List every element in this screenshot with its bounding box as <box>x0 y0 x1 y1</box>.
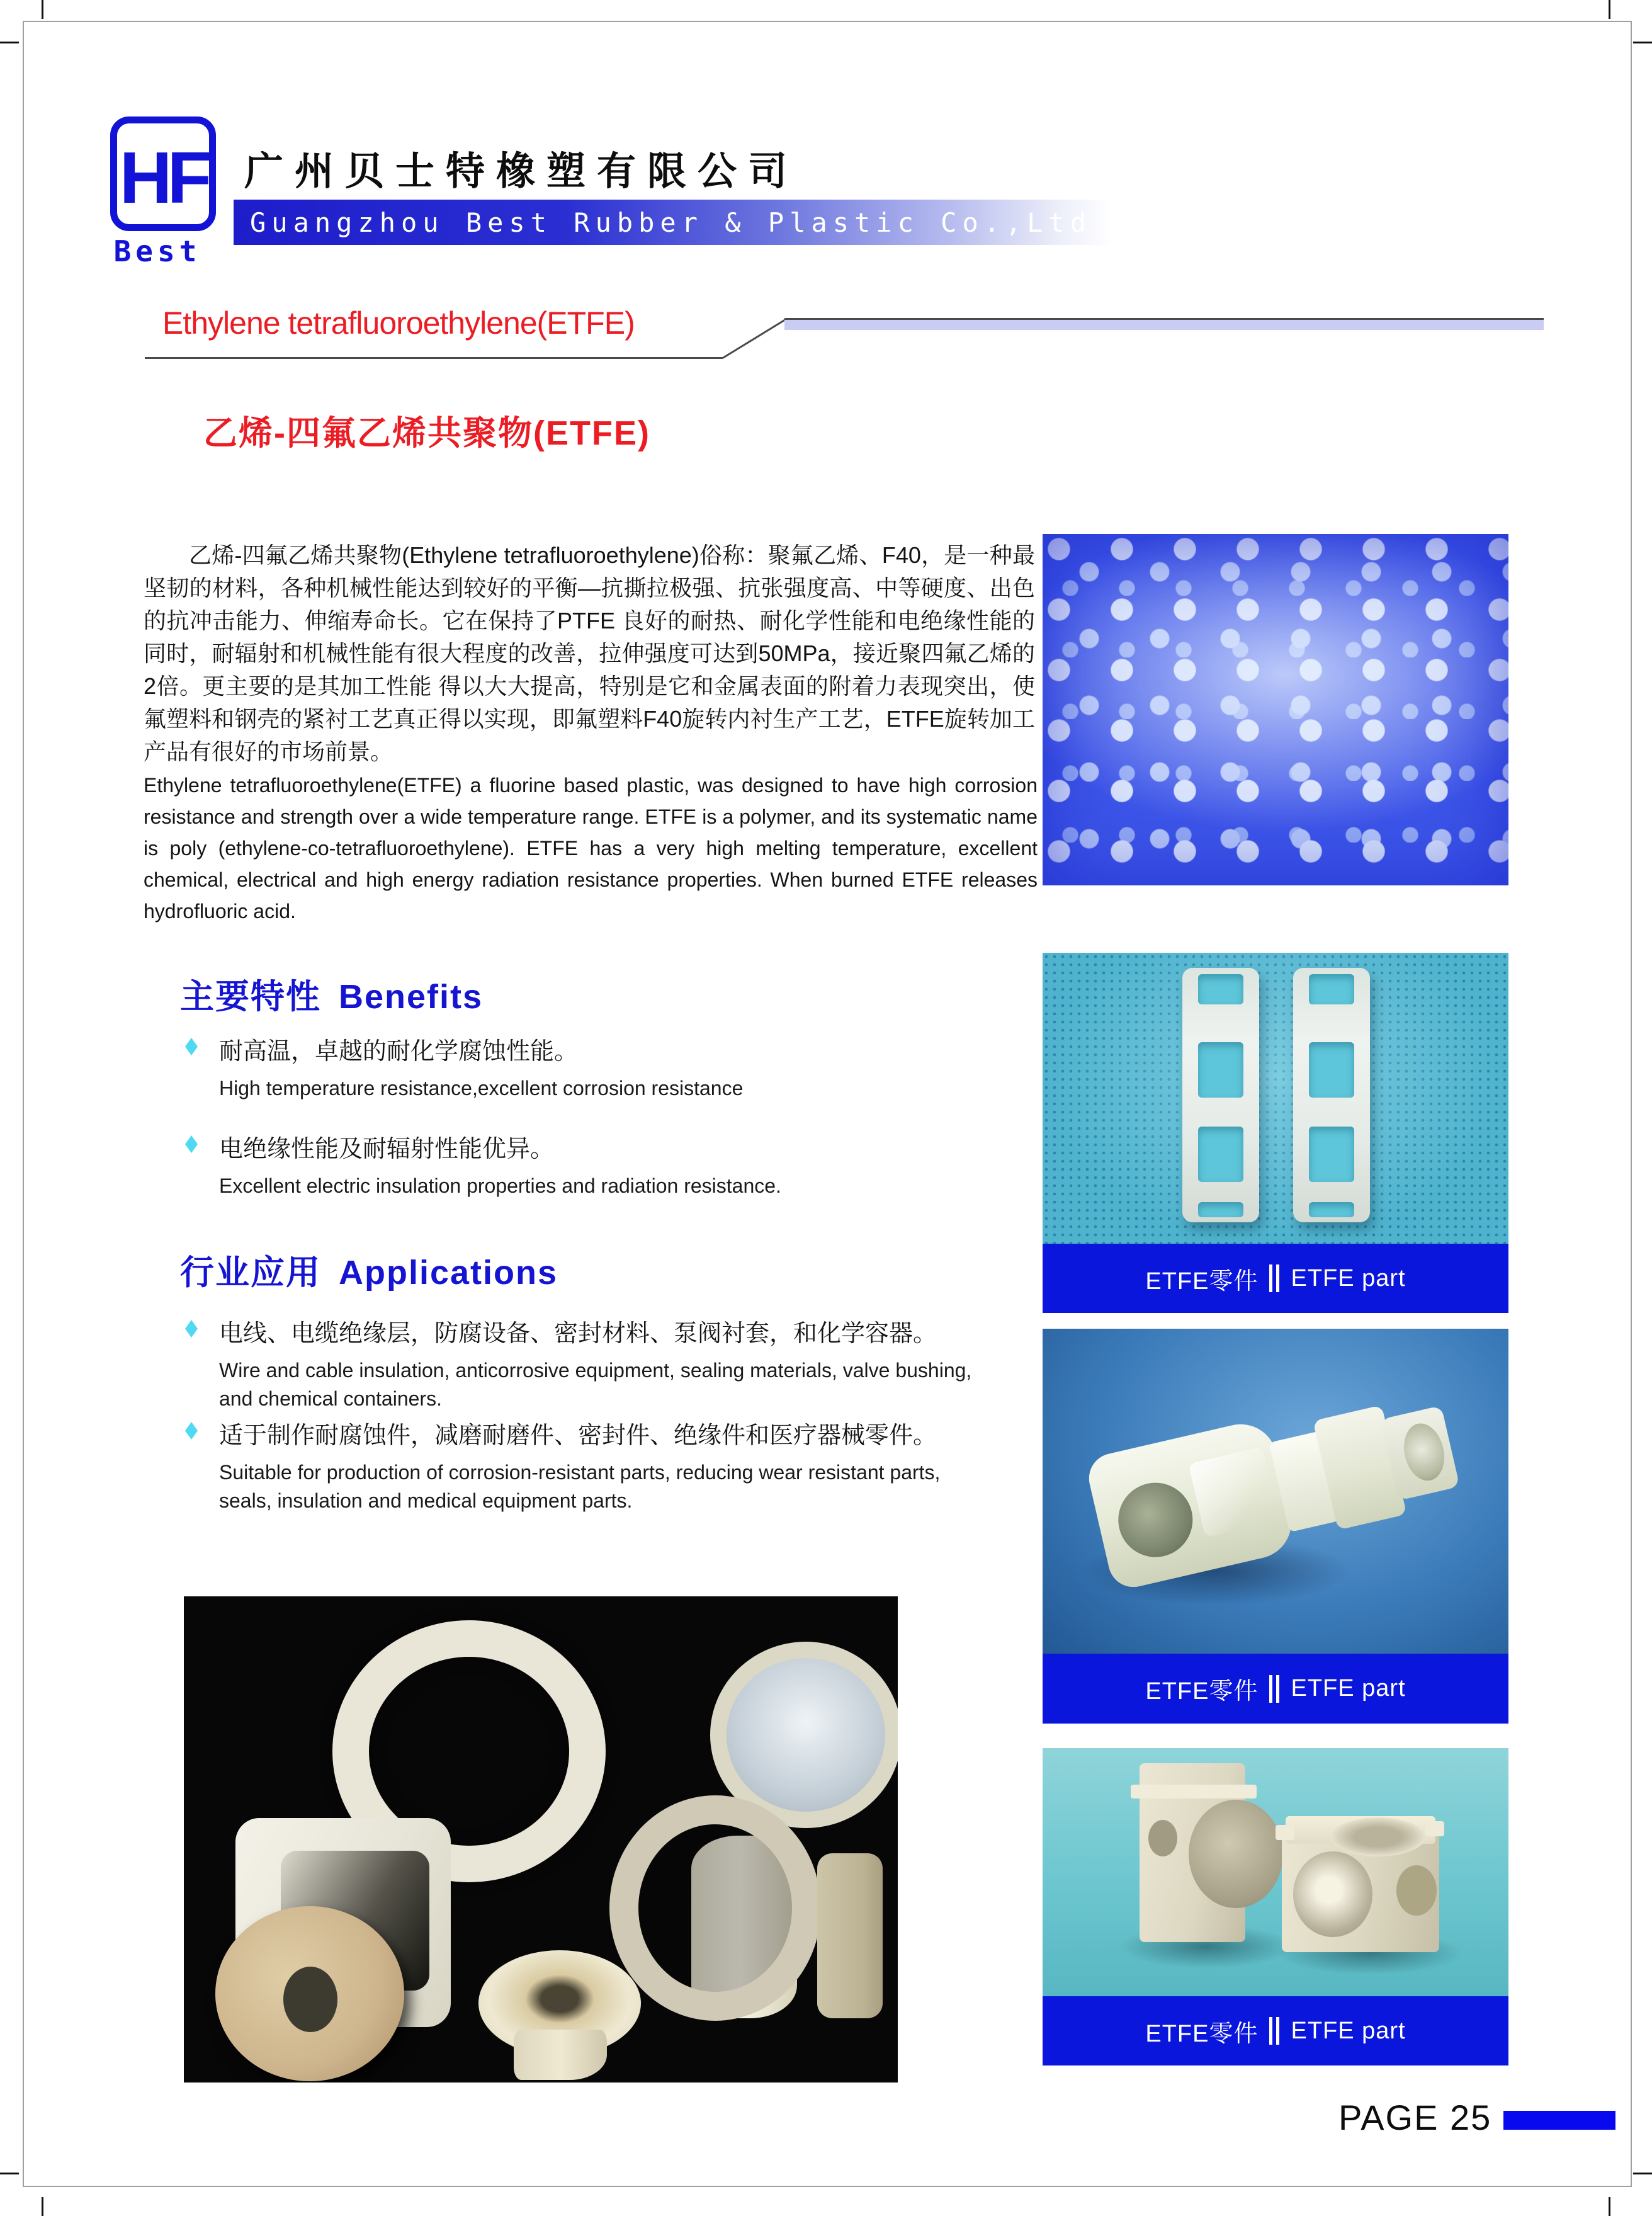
company-name-english: Guangzhou Best Rubber & Plastic Co.,Ltd <box>250 207 1092 238</box>
caption-text-en: ETFE part <box>1291 1264 1406 1292</box>
crop-mark <box>1609 0 1610 19</box>
etfe-block-parts-photo <box>1043 1748 1508 1996</box>
crop-mark <box>42 0 43 19</box>
etfe-block-part <box>1282 1816 1451 1961</box>
benefit-text-cn: 电绝缘性能及耐辐射性能优异。 <box>219 1136 555 1162</box>
benefit-text-en: Excellent electric insulation properties and radiation resistance. <box>219 1174 781 1197</box>
cylinder-part <box>817 1853 883 2018</box>
applications-heading-cn: 行业应用 <box>180 1254 321 1292</box>
benefit-item <box>180 1031 980 1103</box>
applications-heading-en: Applications <box>339 1254 558 1292</box>
benefit-text-en: High temperature resistance,excellent corrosion resistance <box>219 1077 744 1099</box>
flanged-bushing-part <box>478 1950 641 2081</box>
diamond-bullet-icon <box>185 1135 198 1153</box>
figure-caption-bar <box>1043 1654 1508 1724</box>
caption-text-cn: ETFE零件 <box>1145 2020 1259 2047</box>
company-logo <box>110 116 216 231</box>
etfe-fitting-photo <box>1043 1329 1508 1654</box>
application-item <box>180 1314 980 1413</box>
company-banner <box>234 200 1111 245</box>
benefits-heading-en: Benefits <box>339 978 484 1016</box>
ring-part <box>609 1795 821 2021</box>
caption-divider-icon <box>1269 1675 1279 1703</box>
application-text-cn: 适于制作耐腐蚀件，减磨耐磨件、密封件、绝缘件和医疗器械零件。 <box>219 1423 937 1449</box>
caption-text-en: ETFE part <box>1291 2017 1406 2044</box>
application-text-en: Wire and cable insulation, anticorrosive equipment, sealing materials, valve bushing, and chemical containers. <box>219 1359 972 1410</box>
disc-part <box>215 1906 404 2081</box>
caption-text-cn: ETFE零件 <box>1145 1678 1259 1705</box>
application-text-cn: 电线、电缆绝缘层，防腐设备、密封材料、泵阀衬套，和化学容器。 <box>219 1321 937 1347</box>
etfe-strip-part <box>1182 968 1259 1222</box>
intro-paragraph-english: Ethylene tetrafluoroethylene(ETFE) a fluorine based plastic, was designed to have high corrosion resistance and strength over a wide temperature range. ETFE is a polymer, and its systematic name is poly (ethylene-co-tetrafluoroethylene). ETFE has a very high melting temperature, excellent chemical, electrical and high energy radiation resistance properties. When burned ETFE releases hydrofluoric acid. <box>144 774 1038 923</box>
applications-heading <box>180 1246 558 1294</box>
benefit-text-cn: 耐高温，卓越的耐化学腐蚀性能。 <box>219 1038 579 1065</box>
title-rule-bar <box>784 318 1544 330</box>
title-rule <box>145 357 723 359</box>
etfe-fitting-part <box>1078 1350 1473 1604</box>
etfe-pellets-photo <box>1043 534 1508 885</box>
diamond-bullet-icon <box>185 1422 198 1440</box>
etfe-clamp-parts-photo <box>1043 953 1508 1244</box>
crop-mark <box>1633 42 1652 43</box>
diamond-bullet-icon <box>185 1038 198 1055</box>
crop-mark <box>42 2197 43 2216</box>
caption-divider-icon <box>1269 2017 1279 2045</box>
page-number-bar <box>1503 2111 1615 2130</box>
caption-text-en: ETFE part <box>1291 1675 1406 1702</box>
crop-mark <box>0 42 19 43</box>
figure-caption-bar <box>1043 1996 1508 2065</box>
logo-monogram: HF <box>119 137 207 219</box>
benefit-item <box>180 1129 980 1200</box>
application-text-en: Suitable for production of corrosion-resistant parts, reducing wear resistant parts, seals, insulation and medical equipment parts. <box>219 1461 941 1512</box>
logo-caption: Best <box>113 234 201 268</box>
caption-text-cn: ETFE零件 <box>1145 1268 1259 1295</box>
application-item <box>180 1416 980 1515</box>
crop-mark <box>1633 2173 1652 2174</box>
etfe-block-part <box>1131 1759 1257 1948</box>
benefits-heading <box>180 970 483 1018</box>
page-number: PAGE 25 <box>1338 2098 1492 2137</box>
section-title-english: Ethylene tetrafluoroethylene(ETFE) <box>162 305 635 341</box>
etfe-products-group-photo <box>184 1596 898 2082</box>
section-title-chinese: 乙烯-四氟乙烯共聚物(ETFE) <box>203 414 650 452</box>
benefits-heading-cn: 主要特性 <box>180 978 321 1016</box>
caption-divider-icon <box>1269 1264 1279 1292</box>
crop-mark <box>1609 2197 1610 2216</box>
diamond-bullet-icon <box>185 1320 198 1338</box>
intro-paragraph-chinese: 乙烯-四氟乙烯共聚物(Ethylene tetrafluoroethylene)俗称：聚氟乙烯、F40，是一种最坚韧的材料，各种机械性能达到较好的平衡—抗撕拉极强、抗张强度高、中等硬度、出色的抗冲击能力、伸缩寿命长。它在保持了PTFE 良好的耐热、耐化学性能和电绝缘性能的同时，耐辐射和机械性能有很大程度的改善，拉伸强度可达到50MPa，接近聚四氟乙烯的2倍。更主要的是其加工性能 得以大大提高，特别是它和金属表面的附着力表现突出，使氟塑料和钢壳的紧衬工艺真正得以实现，即氟塑料F40旋转内衬生产工艺，ETFE旋转加工产品有很好的市场前景。 <box>144 542 1035 764</box>
company-name-chinese: 广州贝士特橡塑有限公司 <box>244 150 799 193</box>
crop-mark <box>0 2173 19 2174</box>
figure-caption-bar <box>1043 1244 1508 1313</box>
etfe-strip-part <box>1293 968 1370 1222</box>
